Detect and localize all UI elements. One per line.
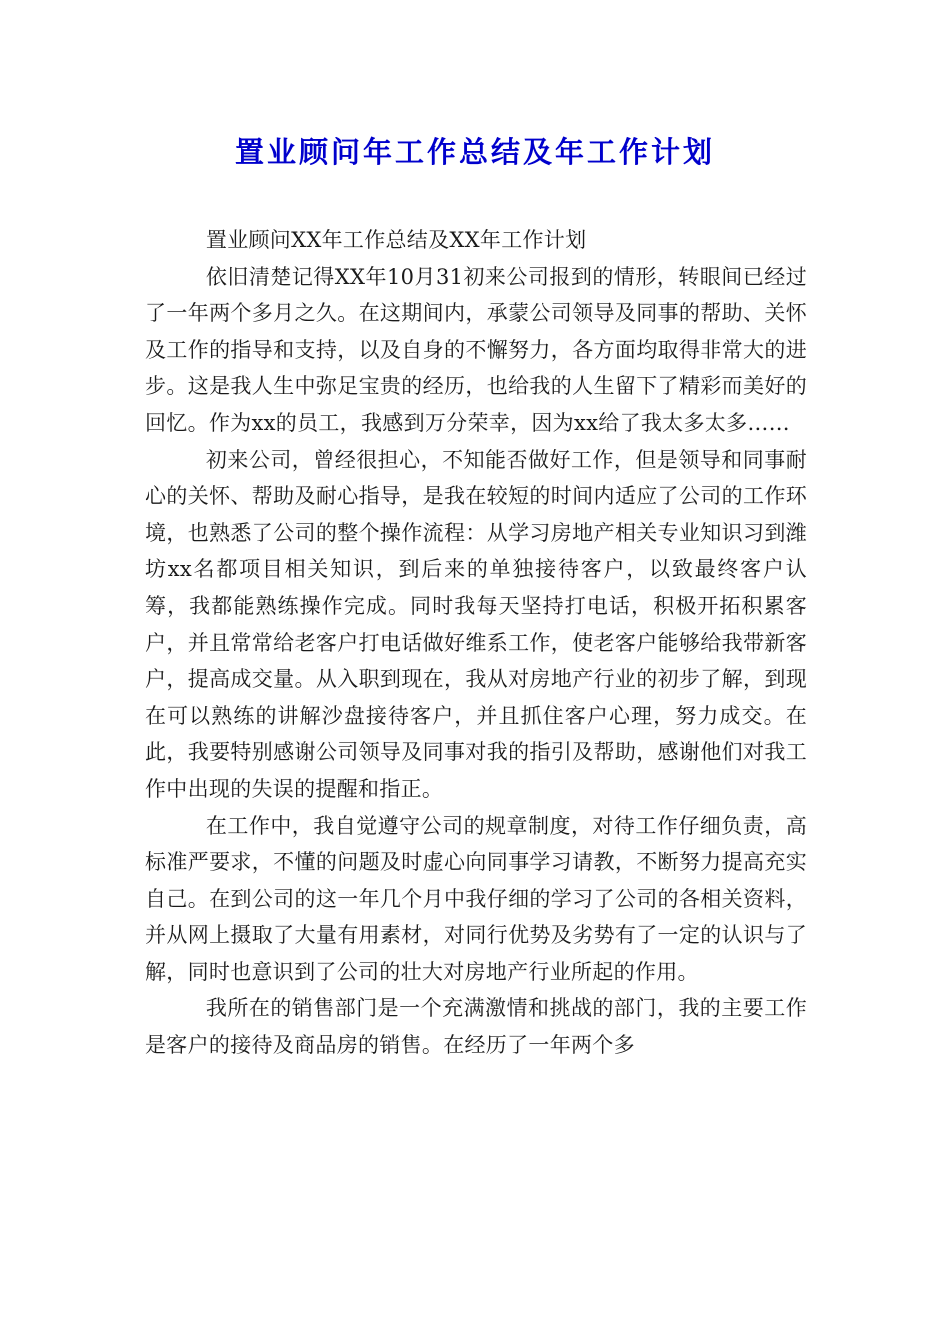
- document-title: 置业顾问年工作总结及年工作计划: [234, 135, 715, 169]
- document-body: [145, 222, 807, 1064]
- paragraph-first-days: 初来公司，曾经很担心，不知能否做好工作，但是领导和同事耐心的关怀、帮助及耐心指导，是我在较短的时间内适应了公司的工作环境，也熟悉了公司的整个操作流程：从学习房地产相关专业知识习到潍坊xx名都项目相关知识，到后来的单独接待客户，以致最终客户认筹，我都能熟练操作完成。同时我每天坚持打电话，积极开拓积累客户，并且常常给老客户打电话做好维系工作，使老客户能够给我带新客户，提高成交量。从入职到现在，我从对房地产行业的初步了解，到现在可以熟练的讲解沙盘接待客户，并且抓住客户心理，努力成交。在此，我要特别感谢公司领导及同事对我的指引及帮助，感谢他们对我工作中出现的失误的提醒和指正。: [145, 447, 807, 801]
- paragraph-work-attitude: 在工作中，我自觉遵守公司的规章制度，对待工作仔细负责，高标准严要求，不懂的问题及时虚心向同事学习请教，不断努力提高充实自己。在到公司的这一年几个月中我仔细的学习了公司的各相关资料，并从网上摄取了大量有用素材，对同行优势及劣势有了一定的认识与了解，同时也意识到了公司的壮大对房地产行业所起的作用。: [145, 813, 807, 984]
- paragraph-intro: 依旧清楚记得XX年10月31初来公司报到的情形，转眼间已经过了一年两个多月之久。在这期间内，承蒙公司领导及同事的帮助、关怀及工作的指导和支持，以及自身的不懈努力，各方面均取得非常大的进步。这是我人生中弥足宝贵的经历，也给我的人生留下了精彩而美好的回忆。作为xx的员工，我感到万分荣幸，因为xx给了我太多太多……: [145, 264, 807, 435]
- paragraph-subtitle: 置业顾问XX年工作总结及XX年工作计划: [205, 228, 587, 252]
- paragraph-sales-department: 我所在的销售部门是一个充满激情和挑战的部门，我的主要工作是客户的接待及商品房的销售。在经历了一年两个多: [145, 996, 807, 1058]
